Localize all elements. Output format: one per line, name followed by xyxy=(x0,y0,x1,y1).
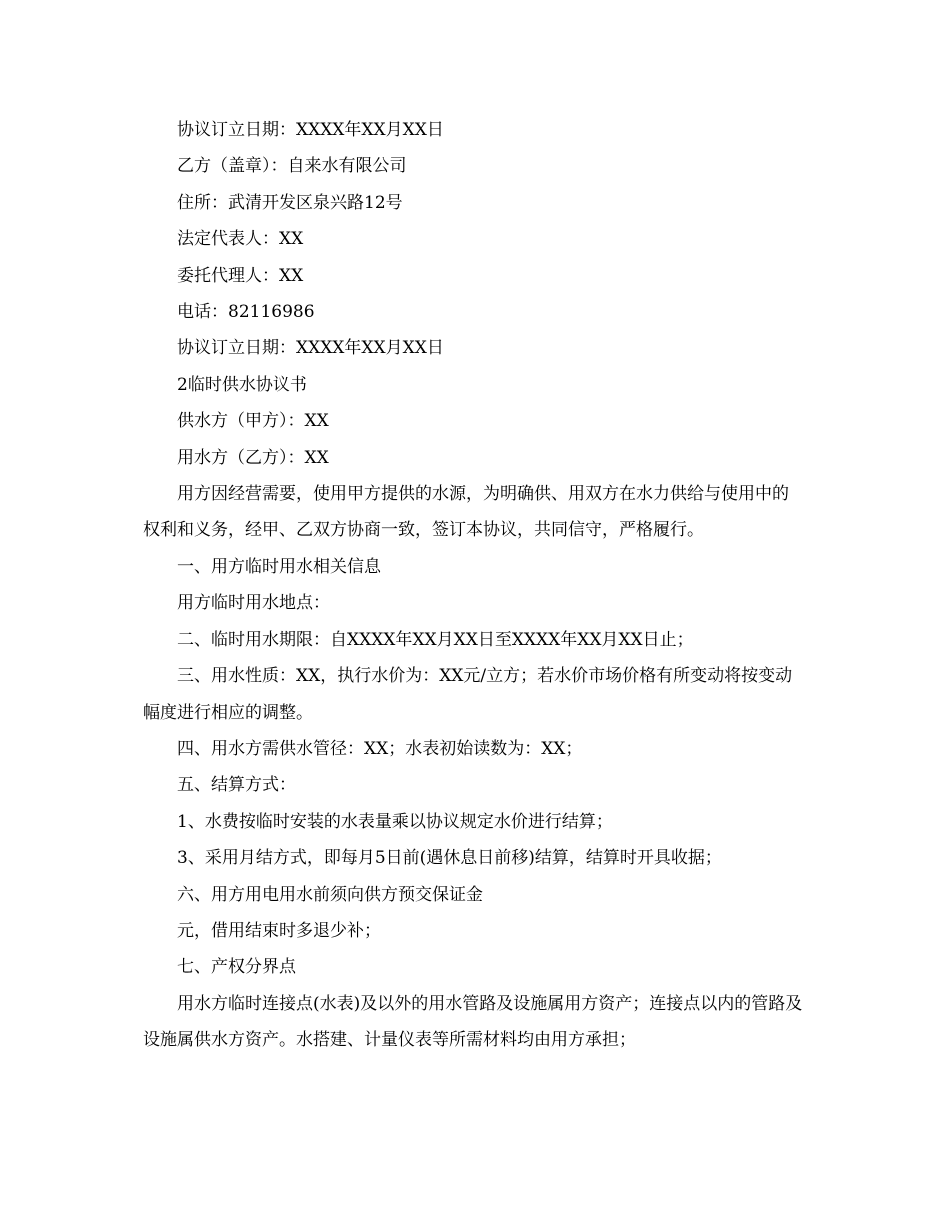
deposit-continuation: 元，借用结束时多退少补； xyxy=(177,920,381,941)
usage-location-line: 用方临时用水地点： xyxy=(177,593,330,614)
settlement-item-1: 1、水费按临时安装的水表量乘以协议规定水价进行结算； xyxy=(177,811,613,832)
clause-2-usage-period: 二、临时用水期限：自XXXX年XX月XX日至XXXX年XX月XX日止； xyxy=(177,629,694,650)
agreement-date-line-2: 协议订立日期：XXXX年XX月XX日 xyxy=(177,338,444,359)
clause-6-deposit: 六、用方用电用水前须向供方预交保证金 xyxy=(177,884,483,905)
address-line: 住所：武清开发区泉兴路12号 xyxy=(177,192,403,213)
party-b-seal-line: 乙方（盖章）：自来水有限公司 xyxy=(177,156,407,177)
section-heading: 2临时供水协议书 xyxy=(177,374,307,395)
phone-line: 电话：82116986 xyxy=(177,302,315,323)
authorized-agent-line: 委托代理人：XX xyxy=(177,265,304,286)
legal-representative-line: 法定代表人：XX xyxy=(177,229,304,250)
clause-3-water-nature: 三、用水性质：XX，执行水价为：XX元/立方；若水价市场价格有所变动将按变动幅度进行相应的调整。 xyxy=(143,666,793,723)
clause-1-heading: 一、用方临时用水相关信息 xyxy=(177,556,381,577)
property-boundary-paragraph: 用水方临时连接点(水表)及以外的用水管路及设施属用方资产；连接点以内的管路及设施属供水方资产。水搭建、计量仪表等所需材料均由用方承担； xyxy=(143,993,803,1051)
user-party-line: 用水方（乙方）：XX xyxy=(177,447,329,468)
settlement-item-3: 3、采用月结方式，即每月5日前(遇休息日前移)结算，结算时开具收据； xyxy=(177,848,722,869)
clause-4-pipe-diameter: 四、用水方需供水管径：XX；水表初始读数为：XX； xyxy=(177,738,583,759)
supplier-party-line: 供水方（甲方）：XX xyxy=(177,411,329,432)
preamble-paragraph: 用方因经营需要，使用甲方提供的水源，为明确供、用双方在水力供给与使用中的权利和义务，经甲、乙双方协商一致，签订本协议，共同信守，严格履行。 xyxy=(143,484,789,541)
clause-5-settlement-heading: 五、结算方式： xyxy=(177,775,296,796)
clause-7-heading: 七、产权分界点 xyxy=(177,957,296,978)
agreement-date-line-1: 协议订立日期：XXXX年XX月XX日 xyxy=(177,120,444,140)
document-body xyxy=(143,112,803,1059)
